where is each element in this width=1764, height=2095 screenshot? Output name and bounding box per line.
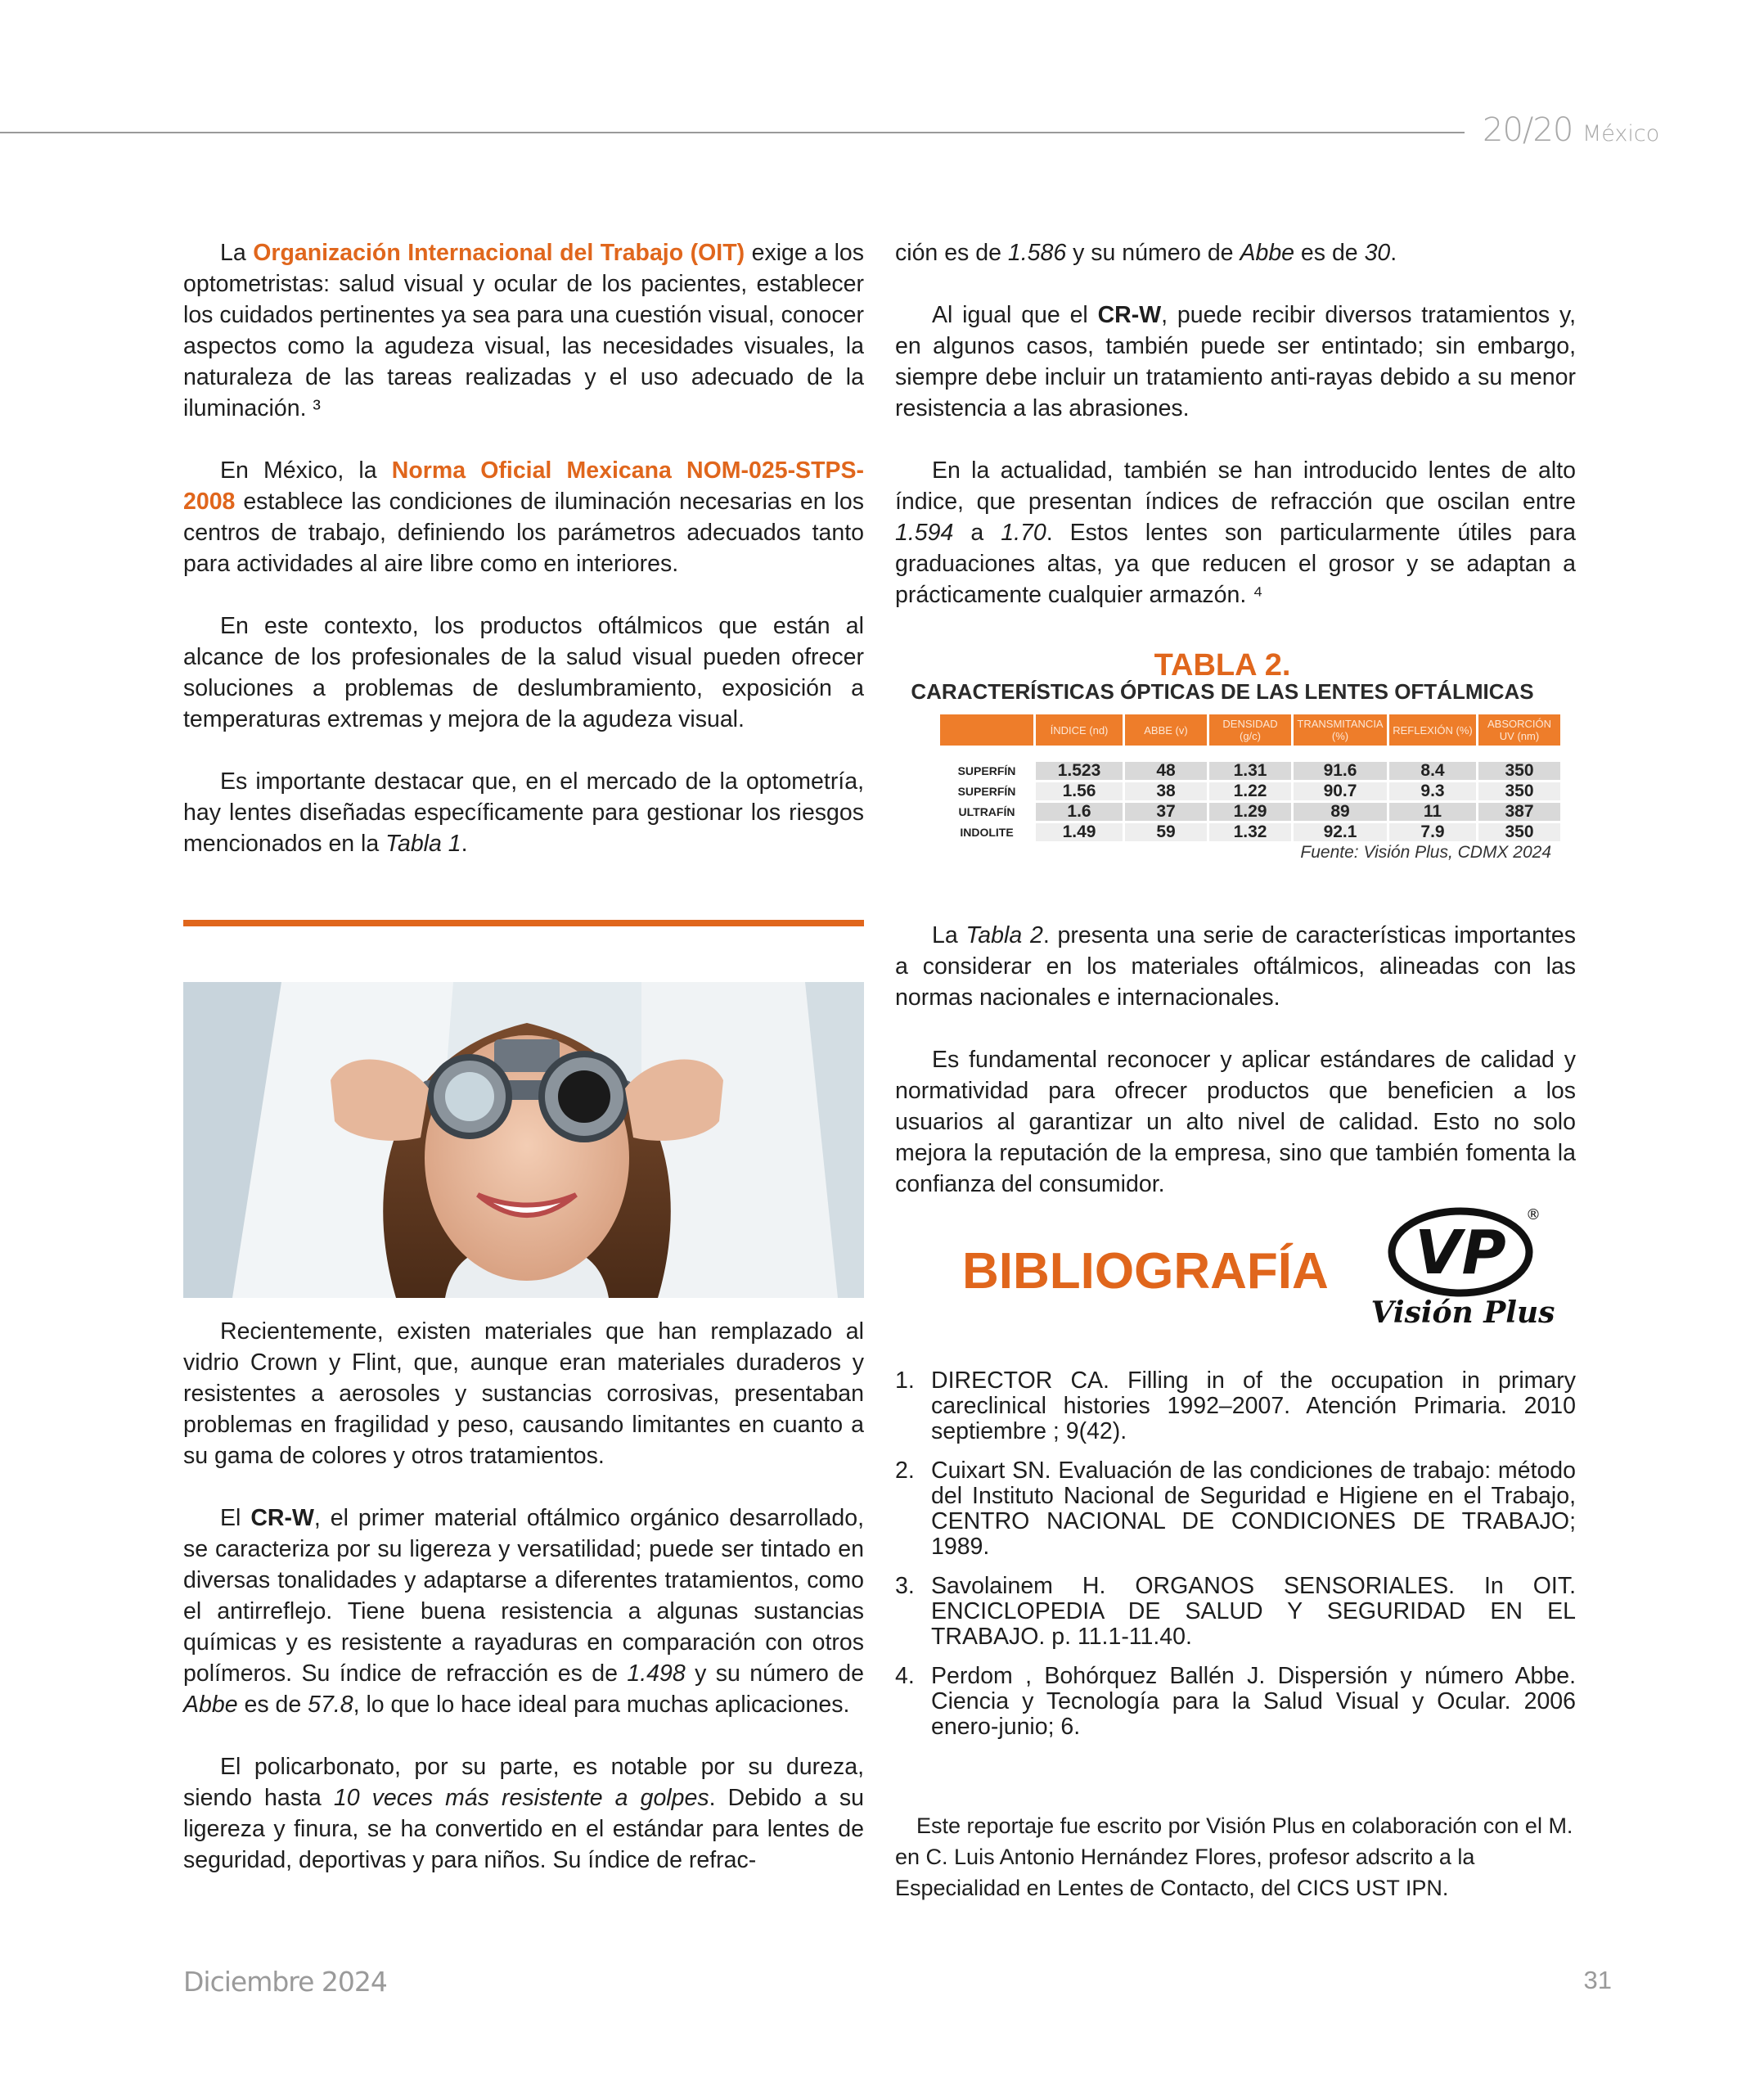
table-header-cell: ABSORCIÓN UV (nm) xyxy=(1478,714,1560,746)
table-row xyxy=(940,803,1560,821)
table-cell: 1.29 xyxy=(1209,803,1291,821)
logo-registered: ® xyxy=(1526,1206,1541,1223)
bibliography-list xyxy=(895,1368,1576,1754)
table-cell: 1.32 xyxy=(1209,823,1291,841)
table-row xyxy=(940,762,1560,780)
magazine-brand xyxy=(1483,111,1659,149)
article-photo-eye-exam xyxy=(183,982,864,1298)
orange-divider xyxy=(183,920,864,926)
table-cell: 9.3 xyxy=(1389,782,1476,800)
table-cell: 1.523 xyxy=(1036,762,1123,780)
table-row xyxy=(940,823,1560,841)
table-title: TABLA 2. xyxy=(1154,648,1291,683)
table-header-row xyxy=(940,714,1560,746)
table-cell: 90.7 xyxy=(1294,782,1387,800)
table-cell: 48 xyxy=(1125,762,1207,780)
row-label: ULTRAFÍN xyxy=(958,805,1015,818)
table-cell: 7.9 xyxy=(1389,823,1476,841)
highlight-oit: Organización Internacional del Trabajo (OIT) xyxy=(253,240,745,266)
paragraph-standards: Es fundamental reconocer y aplicar estándares de calidad y normatividad para ofrecer productos que beneficien a los usuarios al garantizar un alto nivel de calidad. Esto no solo mejora la reputación de la empresa, sino que también fomenta la confianza del consumidor. xyxy=(895,1047,1576,1197)
paragraph-materials: Recientemente, existen materiales que han remplazado al vidrio Crown y Flint, que, aunque eran materiales duraderos y resistentes a aerosoles y sustancias corrosivas, presentaban problemas en fragilidad y peso, causando limitantes en cuanto a su gama de colores y otros tratamientos. xyxy=(183,1318,864,1469)
table-subtitle: CARACTERÍSTICAS ÓPTICAS DE LAS LENTES OFTÁLMICAS xyxy=(911,679,1534,704)
paragraph-treatments: Al igual que el CR-W, puede recibir diversos tratamientos y, en algunos casos, también puede ser entintado; sin embargo, siempre debe incluir un tratamiento anti-rayas debido a su menor resistencia a las abrasiones. xyxy=(895,302,1576,421)
optical-characteristics-table xyxy=(938,712,1563,844)
brand-small: México xyxy=(1582,121,1660,146)
paragraph-oit: La Organización Internacional del Trabajo (OIT) exige a los optometristas: salud visual y ocular de los pacientes, establecer los cuidados pertinentes ya sea para una cuestión visual, conocer aspectos como la agudeza visual, las necesidades visuales, la naturaleza de las tareas realizadas y el uso adecuado de la iluminación. ³ xyxy=(183,240,865,421)
table-source: Fuente: Visión Plus, CDMX 2024 xyxy=(1300,843,1551,862)
table-header-blank xyxy=(940,714,1033,746)
table-cell: 1.49 xyxy=(1036,823,1123,841)
left-column-lower xyxy=(183,1316,864,1876)
table-row xyxy=(940,782,1560,800)
bibliography-item: 2. Cuixart SN. Evaluación de las condiciones de trabajo: método del Instituto Nacional de Seguridad e Higiene en el Trabajo, CENTRO NACIONAL DE CONDICIONES DE TRABAJO; 1989. xyxy=(895,1457,1576,1560)
paragraph-high-index: En la actualidad, también se han introducido lentes de alto índice, que presentan índices de refracción que oscilan entre 1.594 a 1.70. Estos lentes son particularmente útiles para graduaciones altas, ya que reducen el grosor y se adaptan a prácticamente cualquier armazón. ⁴ xyxy=(895,457,1576,608)
table-header-cell: ÍNDICE (nd) xyxy=(1036,714,1123,746)
bibliography-item: 3. Savolainem H. ORGANOS SENSORIALES. In OIT. ENCICLOPEDIA DE SALUD Y SEGURIDAD EN EL TRABAJO. p. 11.1-11.40. xyxy=(895,1573,1576,1650)
header-rule xyxy=(0,132,1465,133)
table-header-cell: REFLEXIÓN (%) xyxy=(1389,714,1476,746)
table-cell: 1.22 xyxy=(1209,782,1291,800)
table-header-cell: ABBE (v) xyxy=(1125,714,1207,746)
table-cell: 91.6 xyxy=(1294,762,1387,780)
row-label: SUPERFÍN xyxy=(957,785,1016,798)
page-number: 31 xyxy=(1583,1966,1612,1994)
right-column-middle xyxy=(895,920,1576,1200)
footer-issue-date: Diciembre 2024 xyxy=(183,1966,387,1998)
author-credit: Este reportaje fue escrito por Visión Plus en colaboración con el M. en C. Luis Antonio Hernández Flores, profesor adscrito a la Especialidad en Lentes de Contacto, del CICS UST IPN. xyxy=(895,1813,1573,1900)
right-column-upper xyxy=(895,237,1576,610)
brand-main: 20/20 xyxy=(1483,111,1573,149)
row-label: SUPERFÍN xyxy=(957,764,1016,777)
table-cell: 8.4 xyxy=(1389,762,1476,780)
paragraph-polycarbonate: El policarbonato, por su parte, es notable por su dureza, siendo hasta 10 veces más resistente a golpes. Debido a su ligereza y finura, se ha convertido en el estándar para lentes de seguridad, deportivas y para niños. Su índice de refrac- xyxy=(183,1754,864,1873)
photo-illustration xyxy=(183,982,864,1298)
paragraph-context: En este contexto, los productos oftálmicos que están al alcance de los profesionales de la salud visual pueden ofrecer soluciones a problemas de deslumbramiento, exposición a temperaturas extremas y mejora de la agudeza visual. xyxy=(183,613,864,732)
table-cell: 350 xyxy=(1478,823,1560,841)
bibliography-item: 1. DIRECTOR CA. Filling in of the occupation in primary careclinical histories 1992–2007. Atención Primaria. 2010 septiembre ; 9(42). xyxy=(895,1367,1576,1444)
table-cell: 11 xyxy=(1389,803,1476,821)
logo-text: Visión Plus xyxy=(1370,1295,1555,1330)
paragraph-crw: El CR-W, el primer material oftálmico orgánico desarrollado, se caracteriza por su ligereza y versatilidad; puede ser tintado en diversas tonalidades y adaptarse a diferentes tratamientos, como el antirreflejo. Tiene buena resistencia a algunas sustancias químicas y es resistente a rayaduras en comparación con otros polímeros. Su índice de refracción es de 1.498 y su número de Abbe es de 57.8, lo que lo hace ideal para muchas aplicaciones. xyxy=(183,1505,864,1718)
table-cell: 1.31 xyxy=(1209,762,1291,780)
paragraph-table-intro: La Tabla 2. presenta una serie de características importantes a considerar en los materiales oftálmicos, alineadas con las normas nacionales e internacionales. xyxy=(895,922,1576,1011)
table-header-cell: DENSIDAD (g/c) xyxy=(1209,714,1291,746)
table-cell: 37 xyxy=(1125,803,1207,821)
table-cell: 89 xyxy=(1294,803,1387,821)
table-cell: 59 xyxy=(1125,823,1207,841)
paragraph-nom: En México, la Norma Oficial Mexicana NOM-025-STPS-2008 establece las condiciones de iluminación necesarias en los centros de trabajo, definiendo los parámetros adecuados tanto para actividades al aire libre como en interiores. xyxy=(183,457,864,577)
table-cell: 92.1 xyxy=(1294,823,1387,841)
table-cell: 387 xyxy=(1478,803,1560,821)
paragraph-polycarbonate-cont: ción es de 1.586 y su número de Abbe es de 30. xyxy=(895,240,1397,266)
left-column-upper xyxy=(183,237,864,859)
table-cell: 1.56 xyxy=(1036,782,1123,800)
row-label: INDOLITE xyxy=(960,826,1014,839)
table-cell: 350 xyxy=(1478,762,1560,780)
highlight-nom: Norma Oficial Mexicana NOM-025-STPS-2008 xyxy=(183,457,864,515)
table-cell: 1.6 xyxy=(1036,803,1123,821)
logo-mark: VP xyxy=(1415,1218,1506,1288)
bibliography-title: BIBLIOGRAFÍA xyxy=(962,1243,1329,1300)
table-cell: 38 xyxy=(1125,782,1207,800)
table-cell: 350 xyxy=(1478,782,1560,800)
paragraph-market: Es importante destacar que, en el mercado de la optometría, hay lentes diseñadas específicamente para gestionar los riesgos mencionados en la Tabla 1. xyxy=(183,768,864,857)
vision-plus-logo xyxy=(1370,1201,1555,1332)
table-header-cell: TRANSMITANCIA (%) xyxy=(1294,714,1387,746)
bibliography-item: 4. Perdom , Bohórquez Ballén J. Dispersión y número Abbe. Ciencia y Tecnología para la Salud Visual y Ocular. 2006 enero-junio; 6. xyxy=(895,1663,1576,1740)
